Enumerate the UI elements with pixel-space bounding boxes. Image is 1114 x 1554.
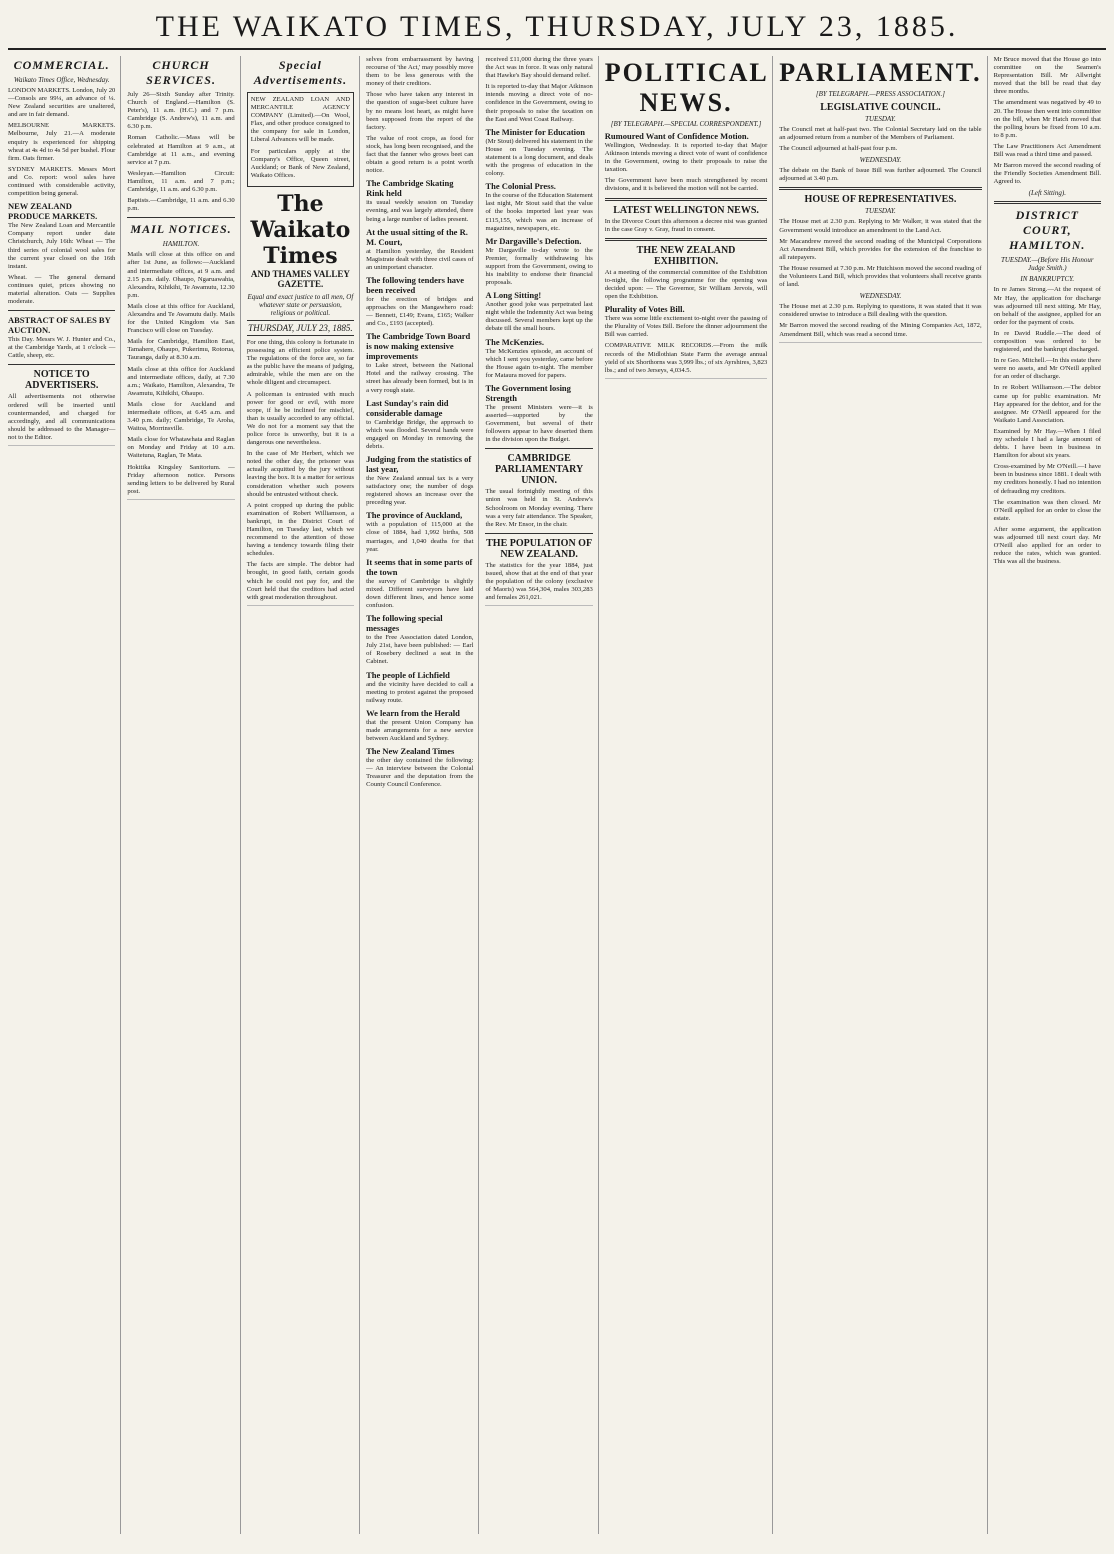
telegram-para: The McKenzies episode, an account of which I sent you yesterday, came before the House again to-night. The member for Mataura moved for papers.: [485, 347, 593, 379]
divider: [485, 533, 592, 534]
local-para: to the Free Association dated London, July 21st, have been published: — Earl of Rosebery declined a seat in the Cabinet.: [366, 634, 474, 666]
divider: [8, 364, 115, 365]
mail-notice-5: Mails close for Auckland and intermediate offices, at 6.45 a.m. and 3.40 p.m. daily; Cambridge, Te Aroha, Waitoa, Morrinsville.: [127, 400, 235, 433]
mail-notice-1: Mails will close at this office on and after 1st June, as follows:—Auckland and intermediate offices, at 9 a.m. and 2.15 p.m. daily. Ohaupo, Ngaruawahia, Alexandra, Kihikihi, Te Awamutu, 12.30 p.m.: [127, 251, 235, 299]
mail-notice-6: Mails close for Whatawhata and Raglan on Monday and Friday at 10 a.m. Waitetuna, Raglan, Te Mata.: [127, 436, 235, 460]
text-filler: [247, 605, 354, 613]
local-heading: We learn from the Herald: [366, 707, 460, 718]
column-editorial: [247, 56, 360, 1534]
court-para: In re Robert Williamson.—The debtor came up for public examination. Mr Hay appeared for the debtor, and for the assignee. Mr O'Neill appeared for the Waikato Land Association.: [993, 384, 1101, 424]
court-para: After some argument, the application was adjourned till next court day. Mr O'Neill also applied for an order to reduce the rates, which was granted. This was all the business.: [993, 525, 1101, 566]
local-heading: The following special messages: [366, 613, 443, 634]
divider: [605, 198, 768, 201]
local-heading: The New Zealand Times: [366, 746, 455, 757]
text-filler: [127, 499, 234, 507]
commercial-subtitle: Waikato Times Office, Wednesday.: [13, 76, 110, 84]
mail-subtitle: HAMILTON.: [162, 240, 200, 249]
political-news-sub: [BY TELEGRAPH.—SPECIAL CORRESPONDENT.]: [610, 120, 762, 128]
telegram-para: In the course of the Education Statement last night, Mr Stout said that the value of the books imported last year was £115,155, which was an increase of magazines, newspapers, etc.: [485, 192, 593, 232]
local-heading: The people of Lichfield: [366, 669, 450, 680]
local-para: to Lake street, between the National Hotel and the railway crossing. The street has already been formed, but is in a very rough state.: [366, 362, 474, 394]
council-para: The Council met at half-past two. The Colonial Secretary laid on the table an adjourned return from a number of the Members of Parliament.: [779, 126, 982, 142]
exhibition-text: At a meeting of the commercial committee of the Exhibition to-night, the following programme for the opening was decided upon: — The Governor, Sir William Jervois, will open the Exhibition.: [604, 268, 768, 301]
parliament-sub: [BY TELEGRAPH.—PRESS ASSOCIATION.]: [815, 90, 946, 98]
political-heading: Rumoured Want of Confidence Motion.: [604, 131, 749, 141]
auction-text: This Day. Messrs W. J. Hunter and Co., at the Cambridge Yards, at 1 o'clock — Cattle, sheep, etc.: [8, 336, 116, 360]
divider: [8, 310, 115, 311]
telegram-heading: The Government losing Strength: [485, 382, 571, 403]
divider: [127, 217, 234, 218]
text-filler: [779, 342, 981, 350]
local-para: with a population of 115,000 at the close of 1884, had 1,992 births, 508 marriages, and 1,040 deaths for that year.: [366, 521, 474, 553]
newspaper-logo-subtitle: AND THAMES VALLEY GAZETTE.: [250, 268, 350, 289]
editorial-para-2: A policeman is entrusted with much power for good or evil, with more scope, if he be inclined for mischief, than is usually accorded to any official. We do not for a moment say that the police force is unworthy, but it is a dangerous one nevertheless.: [246, 390, 355, 447]
church-wesleyan: Wesleyan.—Hamilton Circuit: Hamilton, 11 a.m. and 7 p.m.; Cambridge, 11 a.m. and 6.30 p.m.: [127, 169, 235, 194]
political-news-title: POLITICAL NEWS.: [604, 58, 769, 117]
church-title: CHURCH SERVICES.: [146, 58, 216, 87]
court-para: In re David Ruddle.—The deed of composition was ordered to be registered, and the bankrupt discharged.: [993, 329, 1101, 354]
local-para-2: Those who have taken any interest in the question of sugar-beet culture have by no means lost heart, as might have been supposed from the report of the factory.: [366, 91, 474, 131]
church-anglican: July 26—Sixth Sunday after Trinity. Church of England.—Hamilton (S. Peter's), 11 a.m. (H.C.) and 7 p.m. Cambridge (S. Andrew's), 11 a.m. and 6.30 p.m.: [127, 91, 235, 131]
local-para: the New Zealand annual tax is a very satisfactory one; the number of dogs registered shows an increase over the preceding year.: [366, 475, 474, 507]
mail-title: MAIL NOTICES.: [130, 222, 232, 237]
house-para: The House met at 2.30 p.m. Replying to Mr Walker, it was stated that the Government would introduce an amendment to the Land Act.: [779, 218, 982, 234]
local-para: to Cambridge Bridge, the approach to which was flooded. Several hands were engaged on Monday in removing the debris.: [366, 418, 474, 450]
notice-title: NOTICE TO ADVERTISERS.: [25, 369, 99, 392]
melbourne-markets: MELBOURNE MARKETS. Melbourne, July 21.—A moderate enquiry is experienced for shipping wheat at 4s 4d to 4s 5d per bushel. Flour firm. Oats firmer.: [8, 122, 116, 162]
local-para-3: The value of root crops, as food for stock, has long been recognised, and the fact that the fanner who grows beet can obtain a good return is a point worth notice.: [366, 134, 474, 175]
divider: [779, 187, 981, 190]
telegram-para: It is reported to-day that Major Atkinson intends moving a direct vote of no-confidence in the Government, owing to their proposals to raise the taxation on the East and West Coast Railway.: [485, 83, 593, 123]
court-para: The examination was then closed. Mr O'Neill applied for an order to close the estate.: [993, 498, 1101, 522]
telegram-para: (Mr Stout) delivered his statement in the House on Tuesday evening. The statement is a long document, and deals with the progress of education in the colony.: [485, 137, 593, 178]
column-parliament: [779, 56, 987, 1534]
council-para: The Council adjourned at half-past four p.m.: [779, 145, 898, 153]
plurality-heading: Plurality of Votes Bill.: [604, 304, 685, 315]
local-para-1: selves from embarrassment by having recourse of 'the Act,' may possibly move them to be less generous with the money of their creditors.: [366, 56, 474, 88]
court-para: In re James Strong.—At the request of Mr Hay, the application for discharge was adjourned till next sitting. Mr Hay, on behalf of the assignee, applied for an order for the payment of costs.: [993, 286, 1101, 326]
house-para: Mr Macandrew moved the second reading of the Municipal Corporations Act Amendment Bill, which provides for the extension of the franchise to all ratepayers.: [779, 237, 982, 261]
council-para: The debate on the Bank of Issue Bill was further adjourned. The Council adjourned at 3.40 p.m.: [779, 167, 982, 183]
newspaper-page: [8, 8, 1106, 1538]
local-para: and the vicinity have decided to call a meeting to protest against the proposed railway route.: [366, 680, 474, 704]
plurality-text: There was some little excitement to-night over the passing of the Plurality of Votes Bill. Before the dinner adjournment the Bill was carried.: [604, 315, 768, 339]
divider: [994, 201, 1101, 204]
commercial-title: COMMERCIAL.: [13, 58, 110, 72]
local-heading: The province of Auckland,: [366, 510, 463, 521]
telegram-heading: Mr Dargaville's Defection.: [485, 235, 582, 246]
auction-heading: ABSTRACT OF SALES BY AUCTION.: [8, 315, 111, 336]
editorial-para-3: In the case of Mr Herbert, which we noted the other day, the prisoner was actually acquitted by the jury without leaving the box. It is a matter for serious consideration whether such powers should be entrusted without check.: [246, 450, 355, 498]
day-label: WEDNESDAY.: [859, 156, 902, 165]
population-text: The statistics for the year 1884, just issued, show that at the end of that year the population of the colony (exclusive of Maoris) was 564,304, males 303,283 and females 261,021.: [485, 561, 593, 602]
column-local-news: [366, 56, 479, 1534]
local-heading: At the usual sitting of the R. M. Court,: [366, 226, 468, 247]
telegram-para: received £11,000 during the three years the Act was in force. It was only natural that Hawke's Bay should demand relief.: [485, 56, 593, 80]
notice-text: All advertisements not otherwise ordered will be inserted until countermanded, and charged for accordingly, and all communications should be addressed to the Manager—not to the Editor.: [8, 393, 116, 441]
house-para: Mr Bruce moved that the House go into committee on the Seamen's Representation Bill. Mr Allwright moved that the bill be read that day three months.: [993, 56, 1101, 96]
produce-heading: NEW ZEALAND PRODUCE MARKETS.: [8, 201, 98, 222]
sydney-markets: SYDNEY MARKETS. Messrs Mort and Co. report: wool sales have continued with considerable activity, competition being general.: [8, 165, 116, 198]
court-para: Examined by Mr Hay.—When I filed my schedule I had a large amount of debts. I have been in business in Hamilton for about six years.: [993, 427, 1101, 460]
telegram-heading: A Long Sitting!: [485, 290, 542, 301]
local-heading: Judging from the statistics of last year,: [366, 454, 472, 474]
column-commercial: [8, 56, 121, 1534]
local-para: that the present Union Company has made arrangements for a new service between Auckland and Sydney.: [366, 718, 474, 742]
local-para: the other day contained the following: — An interview between the Colonial Treasurer and the deputation from the County Council Conference.: [366, 757, 474, 789]
court-subtitle: TUESDAY.—(Before His Honour Judge Smith.): [1000, 256, 1094, 273]
local-para: for the erection of bridges and approaches on the Mangawhero road: — Bennett, £149; Evans, £165; Walker and Co., £193 (accepted).: [366, 295, 474, 328]
day-label: WEDNESDAY.: [859, 292, 902, 301]
local-heading: Last Sunday's rain did considerable damage: [366, 397, 449, 418]
newspaper-motto: Equal and exact justice to all men, Of whatever state or persuasion, religious or political.: [247, 292, 354, 317]
loan-company-ad: [247, 92, 354, 187]
editorial-para-1: For one thing, this colony is fortunate in possessing an efficient police system. The regulations of the force are, so far as the public have the means of judging, admirable, while the men are on the whole diligent and circumspect.: [246, 338, 355, 387]
political-para: Wellington, Wednesday. It is reported to-day that Major Atkinson intends moving a direct vote of want of confidence in the Government, owing to their proposals to raise the taxation.: [604, 142, 768, 174]
local-heading: The following tenders have been received: [366, 274, 465, 295]
parliamentary-union-heading: CAMBRIDGE PARLIAMENTARY UNION.: [495, 453, 584, 487]
telegram-heading: The McKenzies.: [485, 336, 544, 347]
loan-company-contact: For particulars apply at the Company's Office, Queen street, Auckland; or Bank of New Zealand, Waikato Offices.: [250, 147, 351, 179]
mail-notice-4: Mails close at this office for Auckland and intermediate offices, daily, at 7.30 a.m.; Waikato, Hamilton, Alexandra, Te Awamutu, Kihikihi, Ohaupo.: [127, 365, 235, 397]
day-label: TUESDAY.: [865, 115, 896, 123]
population-heading: THE POPULATION OF NEW ZEALAND.: [486, 537, 593, 560]
loan-company-text: NEW ZEALAND LOAN AND MERCANTILE AGENCY COMPANY (Limited).—On Wool, Flax, and other produce consigned to the company for sale in London, Liberal Advances will be made.: [250, 96, 351, 144]
mail-notice-7: Hokitika Kingsley Sanitorium. — Friday afternoon notice. Persons sending letters to be delivered by Rural post.: [127, 463, 235, 495]
text-filler: [8, 445, 115, 453]
wellington-heading: LATEST WELLINGTON NEWS.: [613, 204, 759, 216]
telegram-para: Another good joke was perpetrated last night while the Indemnity Act was being discussed. Several members kept up the debate till the small hours.: [485, 301, 593, 333]
divider: [485, 448, 592, 449]
parliamentary-union-text: The usual fortnightly meeting of this union was held in St. Andrew's Schoolroom on Monday evening. There was a very fair attendance. The Speaker, the Rev. Mr Ensor, in the chair.: [485, 488, 593, 528]
political-para: The Government have been much strengthened by recent divisions, and it is believed the motion will not be carried.: [604, 177, 768, 193]
produce-report: The New Zealand Loan and Mercantile Company report under date Christchurch, July 16th: Wheat — The third series of colonial wool sales for the current year closed on the 16th instant.: [8, 222, 116, 270]
editorial-para-5: The facts are simple. The debtor had brought, in good faith, certain goods which he could not pay for, and the Court held that the creditors had acted with great moderation throughout.: [246, 561, 355, 601]
divider: [605, 238, 768, 241]
house-para: Mr Barron moved the second reading of the Friendly Societies Amendment Bill. Agreed to.: [993, 162, 1101, 186]
text-filler: [485, 605, 592, 613]
telegram-heading: The Colonial Press.: [485, 181, 556, 192]
telegram-para: The present Ministers were—it is asserted—supported by the Government, but several of their followers appear to have deserted them in the division upon the Budget.: [485, 403, 593, 444]
wellington-text: In the Divorce Court this afternoon a decree nisi was granted in the case Gray v. Gray, fraud in consent.: [604, 217, 768, 233]
issue-date: THURSDAY, JULY 23, 1885.: [247, 320, 354, 336]
mail-notice-2: Mails close at this office for Auckland, Alexandra and Te Awamutu daily. Mails for the United Kingdom via San Francisco will close on Tuesday.: [127, 302, 235, 335]
day-label: TUESDAY.: [865, 207, 896, 216]
left-sitting-note: (Left Sitting).: [1028, 189, 1066, 198]
column-political: [605, 56, 774, 1534]
church-baptist: Baptists.—Cambridge, 11 a.m. and 6.30 p.m.: [127, 197, 235, 213]
house-para: The Law Practitioners Act Amendment Bill was read a third time and passed.: [993, 142, 1101, 159]
masthead: THE WAIKATO TIMES, THURSDAY, JULY 23, 1885.: [8, 8, 1106, 50]
house-para: The amendment was negatived by 49 to 20. The House then went into committee on the bill, when Mr Hatch moved that the polling hours be fixed from 10 a.m. to 8 p.m.: [993, 99, 1101, 139]
text-filler: [605, 378, 768, 386]
telegram-heading: The Minister for Education: [485, 126, 586, 137]
exhibition-heading: THE NEW ZEALAND EXHIBITION.: [636, 244, 736, 267]
local-para: at Hamilton yesterday, the Resident Magistrate dealt with three civil cases of an unimportant character.: [366, 247, 474, 271]
newspaper-logo: The Waikato Times: [250, 190, 351, 269]
house-para: The House resumed at 7.30 p.m. Mr Hutchison moved the second reading of the Volunteers Land Bill, which provides that volunteers shall receive grants of land.: [779, 264, 982, 289]
telegram-para: Mr Dargaville to-day wrote to the Premier, formally withdrawing his support from the Government, owing to his inability to endorse their financial proposals.: [485, 246, 593, 287]
court-para: Cross-examined by Mr O'Neill.—I have been in business since 1881. I dealt with my creditors honestly. I had no intention of defrauding my creditors.: [993, 463, 1101, 495]
local-para: its usual weekly session on Tuesday evening, and was largely attended, there being a large number of ladies present.: [366, 199, 474, 223]
court-para: In re Geo. Mitchell.—In this estate there were no assets, and Mr O'Neill applied for an order of discharge.: [993, 357, 1101, 381]
column-court: [994, 56, 1106, 1534]
council-heading: LEGISLATIVE COUNCIL.: [820, 102, 941, 113]
columns: [8, 56, 1106, 1534]
mail-notice-3: Mails for Cambridge, Hamilton East, Tamahere, Ohaupo, Pukerimu, Rotorua, Tauranga, daily at 8.30 a.m.: [127, 338, 235, 362]
church-catholic: Roman Catholic.—Mass will be celebrated at Hamilton at 9 a.m., at Cambridge at 11 a.m., and evening service at 7 p.m.: [127, 134, 235, 166]
produce-report-2: Wheat. — The general demand continues quiet, prices showing no material alteration. Oats — Supplies moderate.: [8, 273, 116, 306]
local-para: the survey of Cambridge is slightly mixed. Different surveyors have laid down different lines, and hence some confusion.: [366, 577, 474, 610]
parliament-title: PARLIAMENT.: [779, 58, 982, 87]
milk-records-text: COMPARATIVE MILK RECORDS.—From the milk records of the Midlothian State Farm the average annual yield of six Shorthorns was 3,999 lbs.; of six Ayrshires, 3,823 lbs.; and of two Jerseys, 4,034.5.: [604, 342, 768, 374]
local-heading: The Cambridge Town Board is now making extensive improvements: [366, 331, 471, 362]
column-church: [127, 56, 240, 1534]
court-title: DISTRICT COURT, HAMILTON.: [1009, 208, 1086, 253]
london-markets: LONDON MARKETS. London, July 20—Consols are 99¼, an advance of ¼. New Zealand securities are unaltered, and are in fair demand.: [8, 87, 116, 119]
column-telegrams: [485, 56, 598, 1534]
local-heading: The Cambridge Skating Rink held: [366, 178, 454, 199]
local-heading: It seems that in some parts of the town: [366, 556, 473, 577]
special-ads-title: Special Advertisements.: [253, 58, 348, 87]
bankruptcy-label: IN BANKRUPTCY.: [1020, 275, 1075, 284]
house-heading: HOUSE OF REPRESENTATIVES.: [804, 194, 957, 206]
editorial-para-4: A point cropped up during the public examination of Robert Williamson, a bankrupt, in the District Court of Hamilton, on Tuesday last, which we recommend to the attention of those having a tendency towards filing their schedules.: [246, 501, 355, 558]
house-para: Mr Barron moved the second reading of the Mining Companies Act, 1872, Amendment Bill, which was read a second time.: [779, 322, 982, 338]
house-para: The House met at 2.30 p.m. Replying to questions, it was stated that it was considered unwise to introduce a Bill dealing with the question.: [779, 303, 982, 319]
